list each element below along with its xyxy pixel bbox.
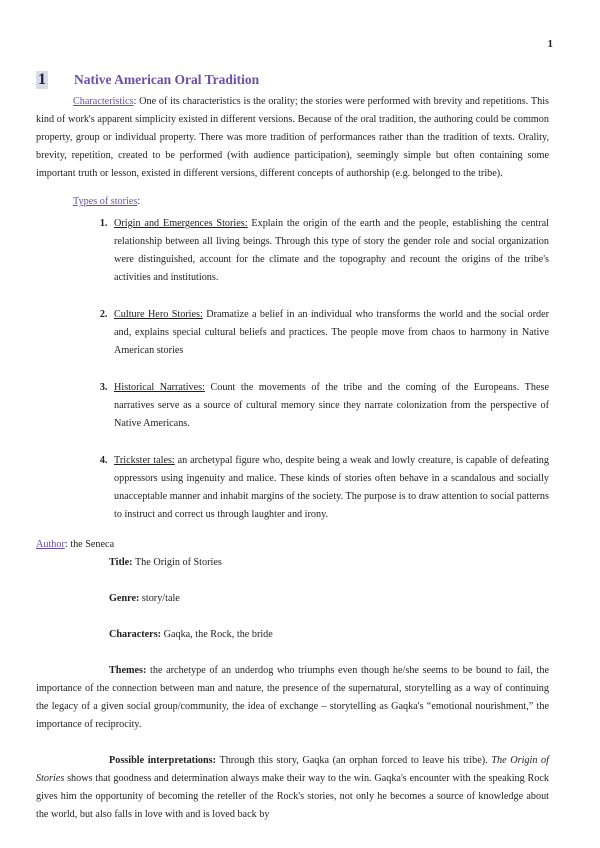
- characteristics-text: : One of its characteristics is the orality; the stories were performed with brevity and repetitions. This kind of work's apparent simplicity existed in different versions. Because of the oral tradition, the authoring could be common property, group or individual property. There was more tradition of performances rather than the tradition of texts. Orality, brevity, repetition, created to be performed (with audience participation), seemingly simple but often containing some important truth or lesson, existed in different versions, different concepts of authorship (e.g. belonged to the tribe).: [36, 96, 549, 179]
- list-item-title: Historical Narratives:: [114, 382, 205, 393]
- themes-paragraph: [36, 662, 549, 734]
- types-label: Types of stories: [73, 196, 138, 207]
- interpretations-italic-title: The Origin of Stories: [36, 755, 549, 784]
- author-label: Author: [36, 539, 65, 550]
- interpretations-text-1: Through this story, Gaqka (an orphan forced to leave his tribe).: [216, 755, 492, 766]
- list-item-text: Count the movements of the tribe and the coming of the Europeans. These narratives serve as a source of cultural memory since they narrate colonization from the perspective of Native Americans.: [114, 382, 549, 429]
- types-heading: [36, 193, 549, 211]
- genre-label: Genre:: [109, 593, 140, 604]
- interpretations-paragraph: [36, 752, 549, 824]
- themes-text: the archetype of an underdog who triumphs even though he/she seems to be bound to fail, the importance of the connection between man and nature, the presence of the supernatural, storytelling as a way of continuing the legacy of a given social group/community, the idea of exchange – storytelling as Gaqka's “emotional nourishment,” the importance of reciprocity.: [36, 665, 549, 730]
- list-item: [110, 306, 549, 360]
- title-value: The Origin of Stories: [132, 557, 222, 568]
- characteristics-label: Characteristics: [73, 96, 134, 107]
- themes-label: Themes:: [109, 665, 147, 676]
- list-item-text: an archetypal figure who, despite being a weak and lowly creature, is capable of defeating oppressors using ingenuity and malice. These kinds of stories often behave in a scandalous and socially unacceptable manner and inhabit margins of the society. The purpose is to draw attention to social patterns to instruct and correct us through laughter and irony.: [114, 455, 549, 520]
- section-title: Native American Oral Tradition: [74, 72, 260, 87]
- story-types-list: [36, 215, 549, 524]
- title-label: Title:: [109, 557, 133, 568]
- types-colon: :: [137, 196, 141, 207]
- title-line: [36, 554, 549, 572]
- document-body: [36, 93, 549, 824]
- list-item-title: Origin and Emergences Stories:: [114, 218, 248, 229]
- list-item: [110, 379, 549, 433]
- page-number: 1: [547, 38, 553, 50]
- list-item: [110, 215, 549, 287]
- list-item-title: Culture Hero Stories:: [114, 309, 203, 320]
- author-value: : the Seneca: [64, 539, 115, 550]
- list-item: [110, 452, 549, 524]
- list-item-text: Dramatize a belief in an individual who transforms the world and the social order and, explains special cultural beliefs and practices. The people move from chaos to harmony in Native American stories: [114, 309, 549, 356]
- characters-line: [36, 626, 549, 644]
- characters-value: Gaqka, the Rock, the bride: [161, 629, 273, 640]
- author-line: [36, 536, 549, 554]
- characters-label: Characters:: [109, 629, 162, 640]
- characteristics-paragraph: [36, 93, 549, 183]
- interpretations-text-2: shows that goodness and determination always make their way to the win. Gaqka's encounter with the speaking Rock gives him the opportunity of becoming the reteller of the Rock's stories, not only he becomes a source of knowledge about the world, but also falls in love with and is loved back by: [36, 773, 549, 820]
- genre-value: story/tale: [139, 593, 180, 604]
- list-item-title: Trickster tales:: [114, 455, 175, 466]
- section-number: 1: [38, 71, 46, 88]
- list-item-text: Explain the origin of the earth and the people, establishing the central relationship between all living beings. Through this type of story the gender role and social organization were distinguished, account for the climate and the topography and recount the origins of the tribe's activities and institutions.: [114, 218, 550, 283]
- section-heading: [36, 71, 556, 91]
- genre-line: [36, 590, 549, 608]
- interpretations-label: Possible interpretations:: [109, 755, 217, 766]
